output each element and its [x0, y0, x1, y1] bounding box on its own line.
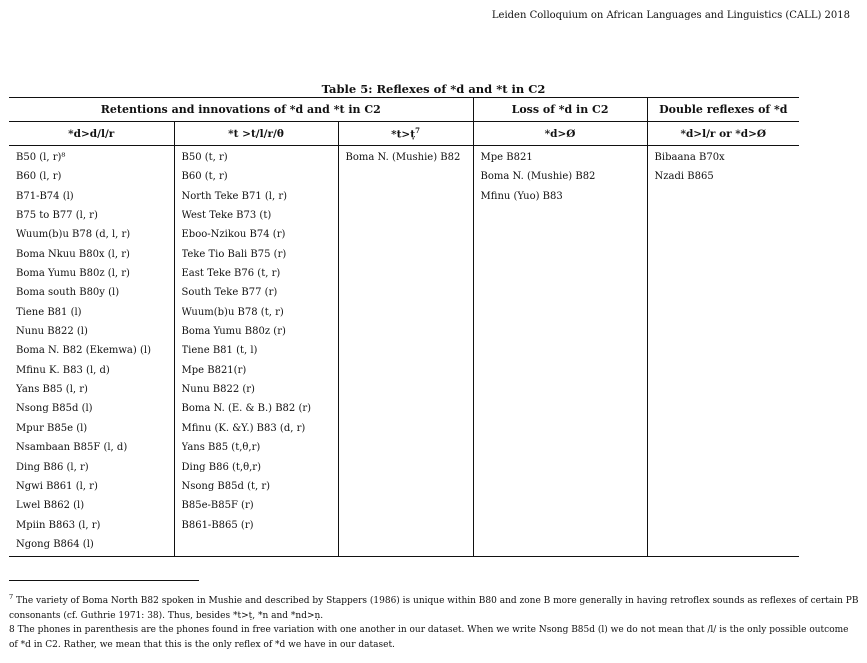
d-retention-entry: B50 (l, r)⁸	[16, 152, 66, 163]
t-reflex-entry: B60 (t, r)	[181, 171, 228, 183]
column-t-reflexes	[174, 146, 338, 557]
d-retention-entry: Mfinu K. B83 (l, d)	[16, 364, 110, 376]
column-header-t-retroflex-label: *t>ṭ	[391, 128, 416, 141]
t-reflex-entry: Yans B85 (t,θ,r)	[181, 442, 261, 454]
column-header-d-loss: *d>Ø	[473, 122, 647, 146]
t-reflex-entry: Teke Tio Bali B75 (r)	[181, 248, 287, 260]
column-header-d-retention: *d>d/l/r	[9, 122, 174, 146]
footnote-7-text: The variety of Boma North B82 spoken in Mushie and described by Stappers (1986) is unique within B80 and zone B more generally in having retroflex sounds as reflexes of certain PB consonants (cf. Guthrie 1971: 38). Thus, besides *t>ṭ, *n and *nd>ṇ.	[9, 596, 859, 621]
footnotes	[9, 590, 859, 652]
column-d-loss	[473, 146, 647, 557]
d-retention-entry: B60 (l, r)	[16, 171, 62, 183]
d-loss-entry-list	[481, 148, 647, 206]
d-retention-entry: Ding B86 (l, r)	[16, 461, 89, 473]
t-reflex-entry: North Teke B71 (l, r)	[181, 190, 288, 202]
t-reflex-entry: B50 (t, r)	[181, 152, 228, 163]
d-retention-entry: Nunu B822 (l)	[16, 326, 88, 338]
t-reflex-entry: Nunu B822 (r)	[181, 384, 255, 396]
d-retention-entry: Mpiin B863 (l, r)	[16, 519, 101, 531]
t-reflex-entry: Boma Yumu B80z (r)	[181, 326, 286, 338]
t-reflex-entry: East Teke B76 (t, r)	[181, 268, 281, 280]
double-reflex-entry-list	[655, 148, 800, 187]
footnote-8: 8 The phones in parenthesis are the phones found in free variation with one another in our dataset. When we write Nsong B85d (l) we do not mean that /l/ is the only possible outcome of *d in C2. Rather, we mean that this is the only reflex of *d we have in our dataset.	[9, 625, 849, 650]
running-header: Leiden Colloquium on African Languages and Linguistics (CALL) 2018	[491, 10, 850, 21]
t-reflex-entry: B861-B865 (r)	[181, 519, 254, 531]
d-retention-entry: Boma Nkuu B80x (l, r)	[16, 248, 130, 260]
reflexes-table	[9, 97, 799, 557]
double-reflex-entry: Nzadi B865	[654, 171, 714, 183]
d-retention-entry-list	[16, 148, 174, 554]
t-reflex-entry: Tiene B81 (t, l)	[181, 345, 258, 357]
t-reflex-entry: South Teke B77 (r)	[181, 287, 278, 299]
t-reflex-entry: Ding B86 (t,θ,r)	[181, 461, 261, 473]
t-retroflex-entry: Boma N. (Mushie) B82	[345, 152, 461, 163]
t-retroflex-entry-list	[346, 148, 473, 167]
footnote-separator	[9, 580, 199, 581]
d-retention-entry: Yans B85 (l, r)	[16, 384, 88, 396]
d-retention-entry: B75 to B77 (l, r)	[16, 210, 98, 222]
d-retention-entry: Nsong B85d (l)	[16, 403, 93, 415]
t-reflex-entry: Eboo-Nzikou B74 (r)	[181, 229, 286, 241]
column-double	[647, 146, 799, 557]
column-d-retention	[9, 146, 174, 557]
column-header-double: *d>l/r or *d>Ø	[647, 122, 799, 146]
t-reflex-entry: Mpe B821(r)	[181, 364, 247, 376]
d-retention-entry: Boma Yumu B80z (l, r)	[16, 268, 130, 280]
d-retention-entry: Mpur B85e (l)	[16, 422, 88, 434]
d-retention-entry: B71-B74 (l)	[16, 190, 74, 202]
d-retention-entry: Ngong B864 (l)	[16, 538, 94, 550]
d-retention-entry: Lwel B862 (l)	[16, 500, 85, 512]
column-header-t-retroflex	[338, 122, 473, 146]
d-retention-entry: Ngwi B861 (l, r)	[16, 480, 98, 492]
table-title: Table 5: Reflexes of *d and *t in C2	[321, 82, 546, 96]
d-loss-entry: Boma N. (Mushie) B82	[480, 171, 596, 183]
d-retention-entry: Tiene B81 (l)	[16, 306, 82, 318]
double-reflex-entry: Bibaana B70x	[654, 152, 725, 163]
group-header-loss: Loss of *d in C2	[473, 98, 647, 122]
d-retention-entry: Boma N. B82 (Ekemwa) (l)	[16, 345, 151, 357]
column-t-retroflex	[338, 146, 473, 557]
column-header-t-reflexes: *t >t/l/r/θ	[174, 122, 338, 146]
d-loss-entry: Mfinu (Yuo) B83	[480, 190, 563, 202]
group-header-double: Double reflexes of *d	[647, 98, 799, 122]
t-reflex-entry: B85e-B85F (r)	[181, 500, 254, 512]
group-header-retentions: Retentions and innovations of *d and *t in C2	[9, 98, 473, 122]
t-reflex-entry: Nsong B85d (t, r)	[181, 480, 271, 492]
t-reflex-entry: West Teke B73 (t)	[181, 210, 272, 222]
d-retention-entry: Nsambaan B85F (l, d)	[16, 442, 128, 454]
t-reflex-entry: Boma N. (E. & B.) B82 (r)	[181, 403, 312, 415]
d-retention-entry: Wuum(b)u B78 (d, l, r)	[16, 229, 131, 241]
d-retention-entry: Boma south B80y (l)	[16, 287, 120, 299]
footnote-7-mark: 7	[9, 593, 14, 601]
footnote-7	[9, 590, 859, 623]
footnote-ref-7: 7	[415, 126, 420, 136]
t-reflex-entry: Mfinu (K. &Y.) B83 (d, r)	[181, 422, 306, 434]
t-reflex-entry: Wuum(b)u B78 (t, r)	[181, 306, 284, 318]
d-loss-entry: Mpe B821	[480, 152, 533, 163]
t-reflex-entry-list	[182, 148, 338, 535]
